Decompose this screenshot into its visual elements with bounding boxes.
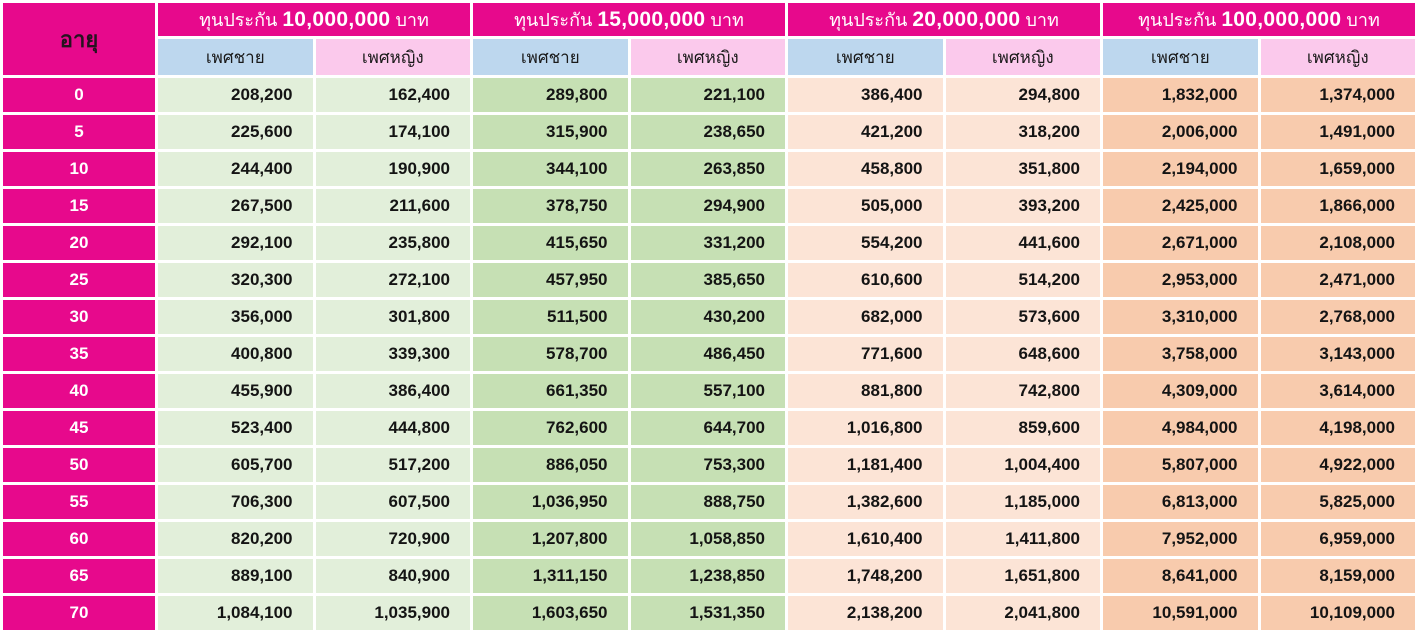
premium-cell: 578,700 xyxy=(473,337,628,371)
premium-cell: 742,800 xyxy=(946,374,1101,408)
premium-cell: 517,200 xyxy=(316,448,471,482)
group-title-unit: บาท xyxy=(710,10,744,30)
premium-cell: 648,600 xyxy=(946,337,1101,371)
premium-cell: 455,900 xyxy=(158,374,313,408)
premium-cell: 1,603,650 xyxy=(473,596,628,630)
premium-cell: 859,600 xyxy=(946,411,1101,445)
table-row xyxy=(3,411,1415,445)
age-cell: 20 xyxy=(3,226,155,260)
premium-cell: 2,041,800 xyxy=(946,596,1101,630)
group-header-row xyxy=(3,3,1415,36)
premium-cell: 294,900 xyxy=(631,189,786,223)
female-header-10m: เพศหญิง xyxy=(316,39,471,75)
premium-cell: 1,036,950 xyxy=(473,485,628,519)
age-cell: 30 xyxy=(3,300,155,334)
premium-cell: 573,600 xyxy=(946,300,1101,334)
table-row xyxy=(3,263,1415,297)
group-title-unit: บาท xyxy=(1025,10,1059,30)
table-row xyxy=(3,189,1415,223)
premium-cell: 2,953,000 xyxy=(1103,263,1258,297)
premium-cell: 386,400 xyxy=(788,78,943,112)
premium-cell: 523,400 xyxy=(158,411,313,445)
premium-cell: 1,610,400 xyxy=(788,522,943,556)
premium-cell: 174,100 xyxy=(316,115,471,149)
premium-cell: 505,000 xyxy=(788,189,943,223)
premium-cell: 557,100 xyxy=(631,374,786,408)
premium-cell: 430,200 xyxy=(631,300,786,334)
premium-cell: 356,000 xyxy=(158,300,313,334)
premium-cell: 1,185,000 xyxy=(946,485,1101,519)
premium-cell: 457,950 xyxy=(473,263,628,297)
premium-cell: 320,300 xyxy=(158,263,313,297)
premium-cell: 720,900 xyxy=(316,522,471,556)
premium-cell: 8,159,000 xyxy=(1261,559,1416,593)
age-cell: 60 xyxy=(3,522,155,556)
premium-cell: 644,700 xyxy=(631,411,786,445)
premium-cell: 661,350 xyxy=(473,374,628,408)
age-cell: 50 xyxy=(3,448,155,482)
premium-cell: 1,035,900 xyxy=(316,596,471,630)
age-cell: 55 xyxy=(3,485,155,519)
premium-cell: 5,807,000 xyxy=(1103,448,1258,482)
premium-cell: 1,659,000 xyxy=(1261,152,1416,186)
table-row xyxy=(3,522,1415,556)
premium-cell: 225,600 xyxy=(158,115,313,149)
group-title-prefix: ทุนประกัน xyxy=(1138,10,1217,30)
premium-cell: 444,800 xyxy=(316,411,471,445)
group-header-10m xyxy=(158,3,470,36)
premium-cell: 4,984,000 xyxy=(1103,411,1258,445)
premium-cell: 2,768,000 xyxy=(1261,300,1416,334)
age-cell: 15 xyxy=(3,189,155,223)
premium-cell: 1,651,800 xyxy=(946,559,1101,593)
table-row xyxy=(3,485,1415,519)
premium-cell: 289,800 xyxy=(473,78,628,112)
premium-cell: 3,310,000 xyxy=(1103,300,1258,334)
male-header-100m: เพศชาย xyxy=(1103,39,1258,75)
group-title-amount: 20,000,000 xyxy=(912,8,1021,31)
premium-cell: 263,850 xyxy=(631,152,786,186)
premium-cell: 1,382,600 xyxy=(788,485,943,519)
age-cell: 65 xyxy=(3,559,155,593)
premium-cell: 4,309,000 xyxy=(1103,374,1258,408)
premium-cell: 2,006,000 xyxy=(1103,115,1258,149)
age-cell: 40 xyxy=(3,374,155,408)
premium-cell: 3,143,000 xyxy=(1261,337,1416,371)
premium-cell: 294,800 xyxy=(946,78,1101,112)
premium-cell: 2,138,200 xyxy=(788,596,943,630)
female-header-100m: เพศหญิง xyxy=(1261,39,1416,75)
premium-cell: 244,400 xyxy=(158,152,313,186)
premium-cell: 1,004,400 xyxy=(946,448,1101,482)
group-title-amount: 15,000,000 xyxy=(597,8,706,31)
age-cell: 45 xyxy=(3,411,155,445)
premium-cell: 10,109,000 xyxy=(1261,596,1416,630)
table-row xyxy=(3,115,1415,149)
premium-cell: 10,591,000 xyxy=(1103,596,1258,630)
group-title-prefix: ทุนประกัน xyxy=(514,10,593,30)
premium-cell: 1,374,000 xyxy=(1261,78,1416,112)
premium-cell: 4,198,000 xyxy=(1261,411,1416,445)
female-header-15m: เพศหญิง xyxy=(631,39,786,75)
age-cell: 35 xyxy=(3,337,155,371)
premium-cell: 162,400 xyxy=(316,78,471,112)
premium-cell: 1,832,000 xyxy=(1103,78,1258,112)
age-cell: 10 xyxy=(3,152,155,186)
premium-cell: 1,411,800 xyxy=(946,522,1101,556)
age-cell: 0 xyxy=(3,78,155,112)
premium-cell: 1,016,800 xyxy=(788,411,943,445)
premium-cell: 1,866,000 xyxy=(1261,189,1416,223)
premium-cell: 344,100 xyxy=(473,152,628,186)
premium-cell: 2,671,000 xyxy=(1103,226,1258,260)
premium-cell: 4,922,000 xyxy=(1261,448,1416,482)
group-title-unit: บาท xyxy=(395,10,429,30)
premium-cell: 762,600 xyxy=(473,411,628,445)
premium-cell: 2,471,000 xyxy=(1261,263,1416,297)
premium-cell: 881,800 xyxy=(788,374,943,408)
premium-cell: 421,200 xyxy=(788,115,943,149)
premium-cell: 238,650 xyxy=(631,115,786,149)
premium-cell: 331,200 xyxy=(631,226,786,260)
premium-cell: 393,200 xyxy=(946,189,1101,223)
premium-cell: 682,000 xyxy=(788,300,943,334)
premium-cell: 235,800 xyxy=(316,226,471,260)
table-body xyxy=(3,78,1415,630)
premium-cell: 441,600 xyxy=(946,226,1101,260)
age-column-header: อายุ xyxy=(3,3,155,75)
group-title-prefix: ทุนประกัน xyxy=(829,10,908,30)
premium-cell: 378,750 xyxy=(473,189,628,223)
premium-cell: 315,900 xyxy=(473,115,628,149)
male-header-15m: เพศชาย xyxy=(473,39,628,75)
group-header-100m xyxy=(1103,3,1415,36)
premium-cell: 1,207,800 xyxy=(473,522,628,556)
premium-cell: 888,750 xyxy=(631,485,786,519)
group-header-20m xyxy=(788,3,1100,36)
premium-cell: 7,952,000 xyxy=(1103,522,1258,556)
table-row xyxy=(3,448,1415,482)
group-title-unit: บาท xyxy=(1346,10,1380,30)
premium-cell: 486,450 xyxy=(631,337,786,371)
premium-cell: 351,800 xyxy=(946,152,1101,186)
premium-cell: 1,181,400 xyxy=(788,448,943,482)
premium-cell: 301,800 xyxy=(316,300,471,334)
male-header-20m: เพศชาย xyxy=(788,39,943,75)
premium-cell: 292,100 xyxy=(158,226,313,260)
premium-cell: 840,900 xyxy=(316,559,471,593)
premium-cell: 3,758,000 xyxy=(1103,337,1258,371)
premium-cell: 386,400 xyxy=(316,374,471,408)
female-header-20m: เพศหญิง xyxy=(946,39,1101,75)
premium-cell: 1,531,350 xyxy=(631,596,786,630)
group-title-amount: 100,000,000 xyxy=(1221,8,1342,31)
table-row xyxy=(3,300,1415,334)
premium-cell: 610,600 xyxy=(788,263,943,297)
premium-cell: 607,500 xyxy=(316,485,471,519)
premium-cell: 1,748,200 xyxy=(788,559,943,593)
premium-cell: 5,825,000 xyxy=(1261,485,1416,519)
table-row xyxy=(3,374,1415,408)
premium-cell: 272,100 xyxy=(316,263,471,297)
group-header-15m xyxy=(473,3,785,36)
premium-cell: 1,238,850 xyxy=(631,559,786,593)
premium-cell: 706,300 xyxy=(158,485,313,519)
table-row xyxy=(3,596,1415,630)
premium-cell: 554,200 xyxy=(788,226,943,260)
sub-header-row xyxy=(3,39,1415,75)
age-cell: 70 xyxy=(3,596,155,630)
premium-cell: 820,200 xyxy=(158,522,313,556)
premium-cell: 190,900 xyxy=(316,152,471,186)
premium-cell: 385,650 xyxy=(631,263,786,297)
age-cell: 25 xyxy=(3,263,155,297)
premium-cell: 458,800 xyxy=(788,152,943,186)
table-row xyxy=(3,559,1415,593)
premium-cell: 1,491,000 xyxy=(1261,115,1416,149)
premium-cell: 771,600 xyxy=(788,337,943,371)
premium-cell: 2,108,000 xyxy=(1261,226,1416,260)
premium-cell: 6,813,000 xyxy=(1103,485,1258,519)
premium-cell: 753,300 xyxy=(631,448,786,482)
premium-cell: 514,200 xyxy=(946,263,1101,297)
age-cell: 5 xyxy=(3,115,155,149)
group-title-amount: 10,000,000 xyxy=(282,8,391,31)
premium-cell: 2,425,000 xyxy=(1103,189,1258,223)
premium-cell: 211,600 xyxy=(316,189,471,223)
table-row xyxy=(3,152,1415,186)
table-row xyxy=(3,78,1415,112)
premium-cell: 3,614,000 xyxy=(1261,374,1416,408)
table-row xyxy=(3,226,1415,260)
premium-cell: 339,300 xyxy=(316,337,471,371)
premium-cell: 8,641,000 xyxy=(1103,559,1258,593)
premium-cell: 886,050 xyxy=(473,448,628,482)
group-title-prefix: ทุนประกัน xyxy=(199,10,278,30)
premium-cell: 1,084,100 xyxy=(158,596,313,630)
male-header-10m: เพศชาย xyxy=(158,39,313,75)
premium-cell: 400,800 xyxy=(158,337,313,371)
table-row xyxy=(3,337,1415,371)
premium-cell: 605,700 xyxy=(158,448,313,482)
premium-cell: 415,650 xyxy=(473,226,628,260)
premium-cell: 318,200 xyxy=(946,115,1101,149)
premium-cell: 6,959,000 xyxy=(1261,522,1416,556)
premium-cell: 208,200 xyxy=(158,78,313,112)
premium-cell: 511,500 xyxy=(473,300,628,334)
premium-cell: 1,058,850 xyxy=(631,522,786,556)
premium-cell: 2,194,000 xyxy=(1103,152,1258,186)
premium-cell: 221,100 xyxy=(631,78,786,112)
premium-cell: 889,100 xyxy=(158,559,313,593)
premium-cell: 1,311,150 xyxy=(473,559,628,593)
premium-cell: 267,500 xyxy=(158,189,313,223)
